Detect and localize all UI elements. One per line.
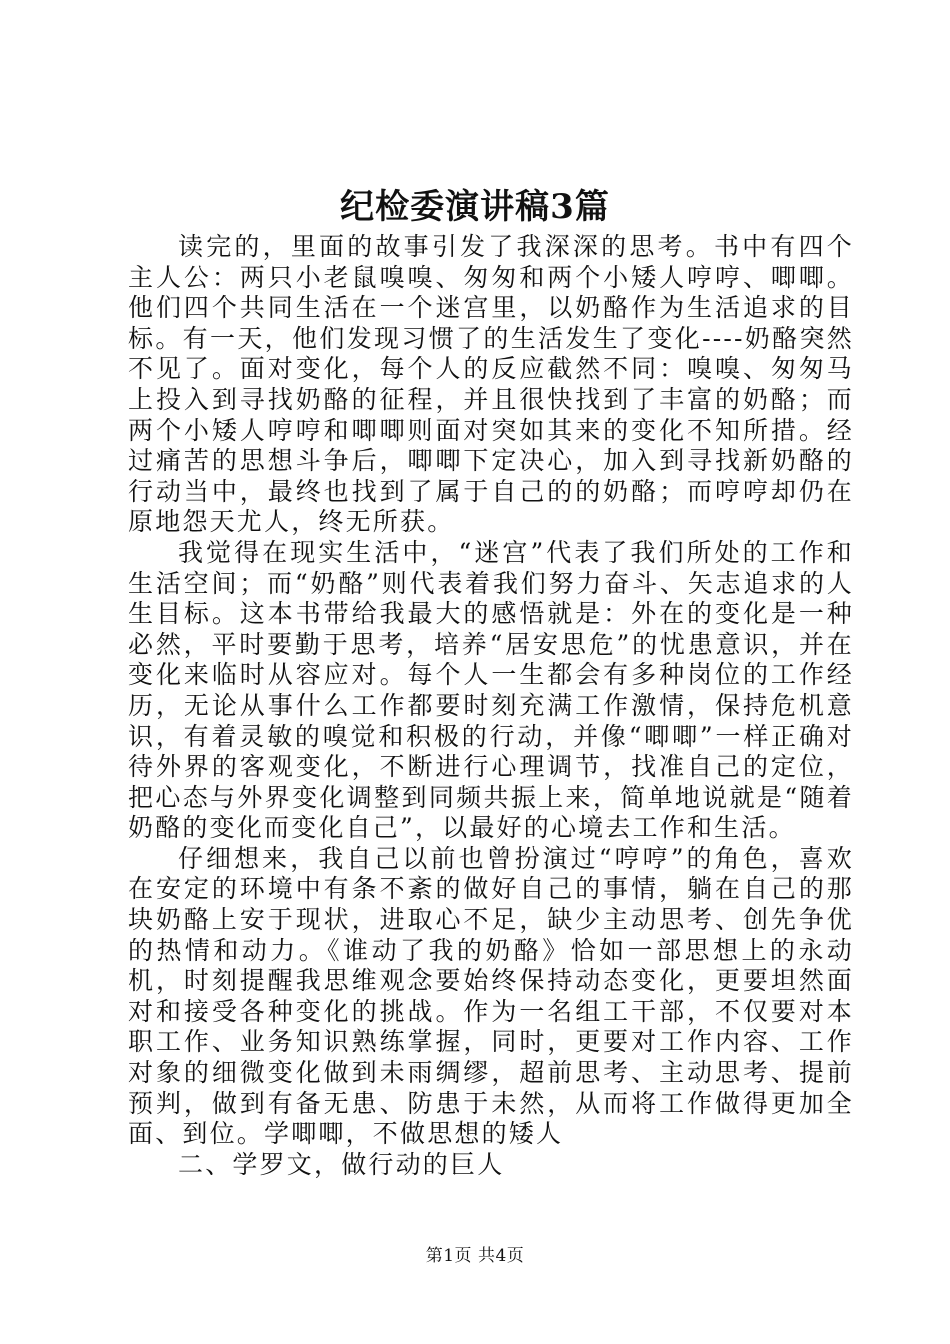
page-number-footer: 第1页 共4页 — [425, 1246, 525, 1266]
paragraph-1: 读完的，里面的故事引发了我深深的思考。书中有四个主人公：两只小老鼠嗅嗅、匆匆和两个小矮人哼哼、唧唧。他们四个共同生活在一个迷宫里，以奶酪作为生活追求的目标。有一天，他们发现习惯了的生活发生了变化----奶酪突然不见了。面对变化，每个人的反应截然不同：嗅嗅、匆匆马上投入到寻找奶酪的征程，并且很快找到了丰富的奶酪；而两个小矮人哼哼和唧唧则面对突如其来的变化不知所措。经过痛苦的思想斗争后，唧唧下定决心，加入到寻找新奶酪的行动当中，最终也找到了属于自己的的奶酪；而哼哼却仍在原地怨天尤人，终无所获。 — [128, 232, 854, 537]
section-heading-2: 二、学罗文，做行动的巨人 — [178, 1149, 505, 1179]
paragraph-2: 我觉得在现实生活中，“迷宫”代表了我们所处的工作和生活空间；而“奶酪”则代表着我们努力奋斗、矢志追求的人生目标。这本书带给我最大的感悟就是：外在的变化是一种必然，平时要勤于思考，培养“居安思危”的忧患意识，并在变化来临时从容应对。每个人一生都会有多种岗位的工作经历，无论从事什么工作都要时刻充满工作激情，保持危机意识，有着灵敏的嗅觉和积极的行动，并像“唧唧”一样正确对待外界的客观变化，不断进行心理调节，找准自己的定位，把心态与外界变化调整到同频共振上来，简单地说就是“随着奶酪的变化而变化自己”，以最好的心境去工作和生活。 — [128, 537, 854, 843]
document-body — [128, 232, 854, 1180]
document-title: 纪检委演讲稿3篇 — [340, 187, 610, 227]
paragraph-3: 仔细想来，我自己以前也曾扮演过“哼哼”的角色，喜欢在安定的环境中有条不紊的做好自己的事情，躺在自己的那块奶酪上安于现状，进取心不足，缺少主动思考、创先争优的热情和动力。《谁动了我的奶酪》恰如一部思想上的永动机，时刻提醒我思维观念要始终保持动态变化，更要坦然面对和接受各种变化的挑战。作为一名组工干部，不仅要对本职工作、业务知识熟练掌握，同时，更要对工作内容、工作对象的细微变化做到未雨绸缪，超前思考、主动思考、提前预判，做到有备无患、防患于未然，从而将工作做得更加全面、到位。学唧唧，不做思想的矮人 — [128, 843, 854, 1149]
